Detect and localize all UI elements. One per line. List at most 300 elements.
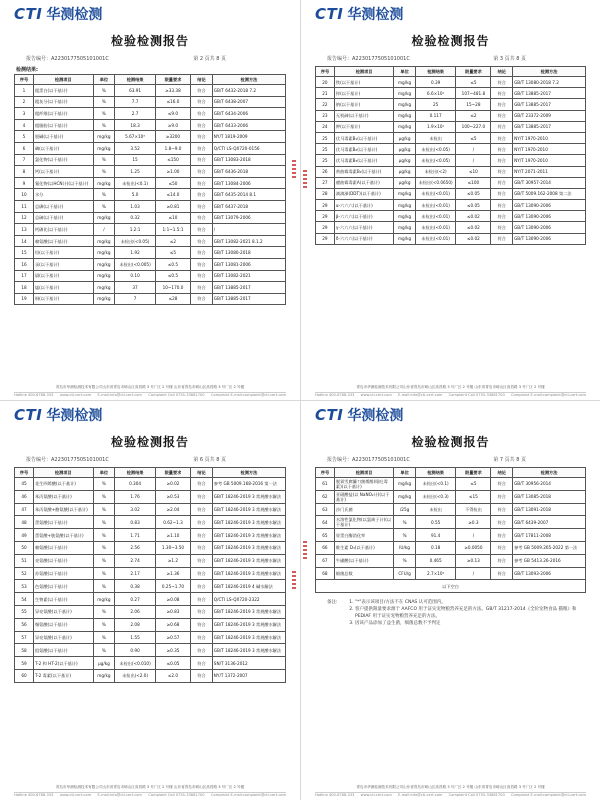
table-cell: ≥3200 <box>155 131 190 143</box>
table-cell: 钙磷比(以干基计) <box>33 224 93 236</box>
table-cell: 未检出(<0.3) <box>415 490 456 503</box>
table-cell: mg/kg <box>93 142 115 154</box>
table-row <box>15 282 286 294</box>
table-cell: GB/T 30957-2014 <box>513 177 586 188</box>
table-cell: 符合 <box>191 270 213 282</box>
table-cell: 符合 <box>491 132 513 143</box>
table-cell: ≤2.0 <box>155 669 190 682</box>
table-cell: 赭曲霉毒素A(以干基计) <box>334 177 393 188</box>
table-cell: μg/kg <box>394 132 416 143</box>
table-cell: 色氨酸(以干基计) <box>33 580 93 593</box>
table-cell: 未检出 <box>415 503 456 516</box>
table-cell: 符合 <box>491 99 513 110</box>
table-cell: 符合 <box>191 567 213 580</box>
table-cell: 苯丙氨酸+酪氨酸(以干基计) <box>33 503 93 516</box>
logo-brand: CTI <box>315 5 344 23</box>
table-cell: 符合 <box>491 121 513 132</box>
table-cell: 0.38 <box>115 580 156 593</box>
table-row <box>15 618 286 631</box>
table-cell: ≤0.02 <box>456 233 491 244</box>
table-cell: GB/T 13091-2018 <box>513 503 586 516</box>
table-cell: mg/kg <box>394 490 416 503</box>
table-row <box>15 154 286 166</box>
table-cell: 25 <box>316 155 335 166</box>
table-cell: 未检出(<0.05) <box>115 235 156 247</box>
table-row <box>15 119 286 131</box>
table-cell: 蛋氨酸+胱氨酸(以干基计) <box>33 529 93 542</box>
table-cell: % <box>93 605 115 618</box>
page-footer <box>14 785 286 798</box>
table-row <box>15 293 286 305</box>
table-cell: mg/kg <box>93 669 115 682</box>
table-cell: 未检出(<0.01) <box>415 211 456 222</box>
table-cell: GB/T 13885-2017 <box>513 88 586 99</box>
column-header: 单位 <box>394 468 416 478</box>
table-cell: % <box>93 490 115 503</box>
table-cell: 2.7×10³ <box>415 567 456 580</box>
table-cell: mg/kg <box>394 99 416 110</box>
table-cell: 符合 <box>191 529 213 542</box>
table-cell: 未检出(<0.05) <box>415 155 456 166</box>
column-header: 结论 <box>191 468 213 478</box>
table-cell: 63 <box>316 503 335 516</box>
footer-contact: Complaint E-mail:complaint@cti-cert.com <box>210 393 286 397</box>
column-header: 序号 <box>15 75 34 85</box>
table-cell: 水分 <box>33 189 93 201</box>
table-cell: 51 <box>15 554 34 567</box>
table-cell: 12 <box>15 212 34 224</box>
table-cell: 19 <box>15 293 34 305</box>
table-row <box>15 258 286 270</box>
table-cell: % <box>93 200 115 212</box>
table-row <box>15 189 286 201</box>
table-cell: 107~481.8 <box>456 88 491 99</box>
table-cell: 0.39 <box>415 77 456 88</box>
table-cell: % <box>93 85 115 97</box>
table-cell: 5.67×10³ <box>115 131 156 143</box>
table-cell: % <box>93 580 115 593</box>
table-cell: 符合 <box>491 110 513 121</box>
table-cell: / <box>93 224 115 236</box>
table-cell: 未检出(<0.1) <box>415 478 456 491</box>
table-cell: GB/T 13083-2018 <box>212 154 285 166</box>
table-cell: IU/kg <box>394 541 416 554</box>
table-cell: ≥0.68 <box>155 618 190 631</box>
table-cell: 水溶性氯化物(以氯离子计)(以干基计) <box>334 516 393 529</box>
table-cell: GB/T 13084-2006 <box>212 177 285 189</box>
table-cell: GB/T 13082-2021 8.1.2 <box>212 235 285 247</box>
table-cell: 58 <box>15 644 34 657</box>
table-cell: 68 <box>316 567 335 580</box>
table-cell: 粗蛋白(以干基计) <box>33 85 93 97</box>
page-title: 检验检测报告 <box>110 34 189 48</box>
report-meta <box>14 55 286 62</box>
table-cell: 10 <box>15 189 34 201</box>
table-cell: /25g <box>394 503 416 516</box>
table-cell: 符合 <box>491 88 513 99</box>
table-cell: % <box>93 96 115 108</box>
table-cell: 1:1~1.5:1 <box>155 224 190 236</box>
table-cell: % <box>93 108 115 120</box>
end-mark: 以下空白 <box>316 580 586 593</box>
table-cell: ≤28 <box>155 293 190 305</box>
table-row <box>15 669 286 682</box>
table-cell: 符合 <box>491 529 513 542</box>
table-cell: 细菌总数 <box>334 567 393 580</box>
table-cell: GB/T 13093-2006 <box>513 567 586 580</box>
table-cell: 黄曲霉毒素B₁(以干基计) <box>334 166 393 177</box>
table-cell: mg/kg <box>394 200 416 211</box>
page-title: 检验检测报告 <box>110 435 189 449</box>
table-cell: 18.3 <box>115 119 156 131</box>
table-cell: GB/T 18246-2019 3 常规酸水解法 <box>212 631 285 644</box>
table-cell: 符合 <box>191 669 213 682</box>
table-cell: ≤9.0 <box>155 108 190 120</box>
table-cell: ≤0.02 <box>456 211 491 222</box>
table-row <box>15 96 286 108</box>
table-cell: GB/T 13090-2006 <box>513 200 586 211</box>
footer-address: 青岛市华测检测技术有限公司山东省青岛市崂山区高昌路 3 号厂区 2 号楼 山东省青岛市崂山区高昌路 3 号厂区 2 号楼 <box>356 785 545 789</box>
table-cell: 铜(以干基计) <box>33 293 93 305</box>
table-cell: ≤0.5 <box>155 258 190 270</box>
footer-contact: Complaint Call 0755-33681700 <box>448 393 505 397</box>
table-cell: mg/kg <box>394 110 416 121</box>
table-cell: % <box>93 554 115 567</box>
table-cell: β-六六六(以干基计) <box>334 211 393 222</box>
table-cell: 牛磺酸(以干基计) <box>334 554 393 567</box>
table-cell: 未检出(<0.01) <box>415 233 456 244</box>
footer-contact: www.cti-cert.com <box>59 393 92 397</box>
table-cell: 24 <box>316 121 335 132</box>
report-number: 报告编号：A2230177505101001C <box>327 56 410 62</box>
table-cell: ≤0.05 <box>456 188 491 199</box>
table-cell: mg/kg <box>93 593 115 606</box>
table-cell: 0.465 <box>415 554 456 567</box>
table-cell: 26 <box>316 166 335 177</box>
table-cell: GB/T 18246-2019 4 碱水解法 <box>212 580 285 593</box>
table-cell: 符合 <box>191 142 213 154</box>
table-cell: 苯丙氨酸(以干基计) <box>33 490 93 503</box>
table-cell: 符合 <box>191 657 213 670</box>
table-row <box>15 200 286 212</box>
table-cell: GB/T 17811-2008 <box>513 529 586 542</box>
table-cell: ≥1.2 <box>155 554 190 567</box>
table-cell: T-2 毒素(以干基计) <box>33 669 93 682</box>
table-row <box>316 233 586 244</box>
table-cell: 20 <box>316 77 335 88</box>
column-header: 检测方法 <box>513 67 586 77</box>
column-header: 检测项目 <box>33 468 93 478</box>
table-cell: 蛋氨酸(以干基计) <box>33 516 93 529</box>
table-cell: mg/kg <box>93 293 115 305</box>
table-cell: ≥1.00 <box>155 166 190 178</box>
table-cell: mg/kg <box>394 222 416 233</box>
footer-contact: Hotline 400-6788-333 <box>315 793 355 797</box>
table-cell: GB/T 13079-2006 <box>212 212 285 224</box>
table-cell: 1.8~9.0 <box>155 142 190 154</box>
table-row <box>316 503 586 516</box>
table-row <box>316 88 586 99</box>
report-number: 报告编号：A2230177505101001C <box>26 56 109 62</box>
table-row <box>15 247 286 259</box>
table-cell: 缬氨酸(以干基计) <box>33 618 93 631</box>
table-cell: GB/T 13080-2018 7.2 <box>513 77 586 88</box>
table-cell: 符合 <box>191 258 213 270</box>
footer-contact: Hotline 400-6788-333 <box>14 393 54 397</box>
remarks-label: 备注: <box>327 600 338 606</box>
table-row <box>316 166 586 177</box>
table-cell: 钠(以干基计) <box>334 99 393 110</box>
table-cell: 2.06 <box>115 605 156 618</box>
table-row <box>15 177 286 189</box>
remarks-list <box>345 599 586 627</box>
footer-contact: E-mail:info@cti-cert.com <box>398 393 443 397</box>
table-cell: ≤15 <box>456 490 491 503</box>
table-cell: 粗纤维(以干基计) <box>33 108 93 120</box>
footer-contact: Complaint Call 0755-33681700 <box>448 793 505 797</box>
table-cell: 符合 <box>191 605 213 618</box>
column-header: 限量要求 <box>155 468 190 478</box>
table-cell: % <box>93 631 115 644</box>
table-cell: T-2 和 HT-2(以干基计) <box>33 657 93 670</box>
table-cell: GB/T 13090-2006 <box>513 222 586 233</box>
cti-logo <box>315 405 586 425</box>
table-cell: 27 <box>316 177 335 188</box>
table-row <box>316 541 586 554</box>
table-cell: ≤0.05 <box>456 200 491 211</box>
footer-contact: Hotline 400-6788-333 <box>14 793 54 797</box>
table-cell: ≤100 <box>456 177 491 188</box>
table-cell: 组氨酸(以干基计) <box>33 644 93 657</box>
column-header: 检测结果 <box>415 468 456 478</box>
table-cell: 18 <box>15 282 34 294</box>
section-heading: 检测结果: <box>16 67 38 73</box>
report-number: 报告编号：A2230177505101001C <box>26 457 109 463</box>
table-cell: 参考 GB 5009.265-2022 第一法 <box>513 541 586 554</box>
table-cell: GB/T 13885-2017 <box>212 282 285 294</box>
table-cell: % <box>93 644 115 657</box>
table-cell: 符合 <box>491 516 513 529</box>
column-header: 限量要求 <box>155 75 190 85</box>
table-cell: 15 <box>15 247 34 259</box>
footer-contact: Complaint E-mail:complaint@cti-cert.com <box>510 393 586 397</box>
table-cell: 符合 <box>191 200 213 212</box>
table-cell: 0.117 <box>415 110 456 121</box>
table-cell: mg/kg <box>93 282 115 294</box>
table-cell: GB/T 18246-2019 3 常规酸水解法 <box>212 605 285 618</box>
table-cell: 0.18 <box>415 541 456 554</box>
table-cell: μg/kg <box>394 144 416 155</box>
remark-item: 1. "*"表示该项目/方法不在 CNAS 认可范围内。 <box>355 599 586 606</box>
table-cell: 2.56 <box>115 541 156 554</box>
table-cell: 48 <box>15 516 34 529</box>
table-cell: ≥0.53 <box>155 490 190 503</box>
table-cell: 23 <box>316 110 335 121</box>
table-cell: 53 <box>15 580 34 593</box>
table-cell: 脱氧雪腐镰刀菌烯醇(呕吐毒素)(以干基计) <box>334 478 393 491</box>
logo-cn: 华测检测 <box>347 408 404 424</box>
report-page-3 <box>300 0 600 400</box>
table-cell: % <box>93 154 115 166</box>
table-row <box>316 567 586 580</box>
table-cell: 符合 <box>191 119 213 131</box>
column-header: 序号 <box>316 67 335 77</box>
table-cell: 符合 <box>491 166 513 177</box>
table-row <box>15 108 286 120</box>
table-cell: 胃蛋白酶消化率 <box>334 529 393 542</box>
table-cell: 符合 <box>191 189 213 201</box>
table-cell: 6.6×10¹ <box>415 88 456 99</box>
table-cell: 符合 <box>491 554 513 567</box>
table-cell: / <box>456 529 491 542</box>
footer-contacts <box>14 792 286 798</box>
cti-logo <box>315 4 586 24</box>
table-cell: GB/T 13885-2017 <box>513 99 586 110</box>
table-cell: 67 <box>316 554 335 567</box>
table-cell: GB/T 30956-2014 <box>513 478 586 491</box>
table-cell: 亮氨酸(以干基计) <box>33 554 93 567</box>
table-cell: 21 <box>316 88 335 99</box>
table-cell: 57 <box>15 631 34 644</box>
table-row <box>15 142 286 154</box>
table-cell: 汞(以干基计) <box>33 258 93 270</box>
table-row <box>15 166 286 178</box>
table-cell: 91.4 <box>415 529 456 542</box>
table-row <box>15 554 286 567</box>
table-cell: 锰(以干基计) <box>33 282 93 294</box>
table-header-row <box>15 468 286 478</box>
footer-contacts <box>14 392 286 398</box>
table-cell: δ-六六六(以干基计) <box>334 233 393 244</box>
table-cell: 符合 <box>191 212 213 224</box>
footer-contacts <box>315 792 586 798</box>
table-header-row <box>316 67 586 77</box>
table-row <box>15 212 286 224</box>
page-number: 第 3 页共 8 页 <box>493 56 526 62</box>
page-footer <box>14 385 286 398</box>
table-cell: ≤10 <box>155 212 190 224</box>
table-cell: GB/T 6434-2006 <box>212 108 285 120</box>
table-cell: 符合 <box>191 224 213 236</box>
seam-stamp <box>303 170 307 188</box>
table-cell: 沙门氏菌 <box>334 503 393 516</box>
table-cell: 未检出(<0.05) <box>415 144 456 155</box>
table-cell: 符合 <box>491 144 513 155</box>
table-cell: 符合 <box>491 155 513 166</box>
table-cell: 22 <box>316 99 335 110</box>
end-mark-row <box>316 580 586 593</box>
table-row <box>15 131 286 143</box>
table-cell: mg/kg <box>394 77 416 88</box>
table-cell: % <box>93 503 115 516</box>
table-row <box>15 529 286 542</box>
table-cell: 符合 <box>491 503 513 516</box>
table-cell: 粗灰分(以干基计) <box>33 96 93 108</box>
footer-contact: E-mail:info@cti-cert.com <box>97 393 142 397</box>
table-cell: 钙(以干基计) <box>33 166 93 178</box>
table-cell: ≤5 <box>155 247 190 259</box>
table-cell: 2.74 <box>115 554 156 567</box>
table-row <box>15 478 286 491</box>
table-cell: 胆碱(以干基计) <box>33 131 93 143</box>
table-cell: γ-六六六(以干基计) <box>334 222 393 233</box>
table-cell: 赖氨酸(以干基计) <box>33 235 93 247</box>
column-header: 单位 <box>93 75 115 85</box>
remarks <box>315 599 586 627</box>
table-cell: GB/T 18246-2019 3 常规酸水解法 <box>212 529 285 542</box>
table-row <box>15 270 286 282</box>
table-cell: mg/kg <box>93 235 115 247</box>
table-cell: ≤50 <box>155 177 190 189</box>
table-cell: ≤14.0 <box>155 189 190 201</box>
table-cell: mg/kg <box>394 233 416 244</box>
table-cell: 7.7 <box>115 96 156 108</box>
table-cell: 2.17 <box>115 567 156 580</box>
table-cell: 符合 <box>191 293 213 305</box>
table-cell: 符合 <box>491 77 513 88</box>
table-cell: mg/kg <box>93 212 115 224</box>
table-cell: GB/T 6433-2006 <box>212 119 285 131</box>
seam-stamp <box>303 541 307 559</box>
table-cell: 符合 <box>191 235 213 247</box>
page-footer <box>315 385 586 398</box>
table-cell: 符合 <box>491 233 513 244</box>
table-cell: 0.32 <box>115 212 156 224</box>
column-header: 检测结果 <box>415 67 456 77</box>
table-cell: 2.7 <box>115 108 156 120</box>
table-cell: 37 <box>115 282 156 294</box>
table-cell: 伏马毒素B₂(以干基计) <box>334 144 393 155</box>
table-row <box>316 132 586 143</box>
logo-brand: CTI <box>14 406 43 424</box>
table-cell: 未检出(<2) <box>415 166 456 177</box>
results-table <box>14 467 286 683</box>
column-header: 序号 <box>316 468 335 478</box>
table-cell: GB/T 13081-2006 <box>212 258 285 270</box>
seam-stamp <box>292 571 296 589</box>
table-cell: NY/T 1819-2009 <box>212 131 285 143</box>
table-cell: 异亮氨酸(以干基计) <box>33 631 93 644</box>
table-row <box>316 121 586 132</box>
table-cell: 维生素 D₃(以干基计) <box>334 541 393 554</box>
table-cell: 3 <box>15 108 34 120</box>
table-cell: ≤5 <box>456 478 491 491</box>
column-header: 结论 <box>491 67 513 77</box>
column-header: 单位 <box>394 67 416 77</box>
table-cell: 花生四烯酸(以干基计) <box>33 478 93 491</box>
table-cell: 29 <box>316 233 335 244</box>
table-row <box>15 631 286 644</box>
table-cell: 11 <box>15 200 34 212</box>
cti-logo <box>14 405 286 425</box>
table-cell: 符合 <box>191 154 213 166</box>
table-cell: 25 <box>316 144 335 155</box>
table-cell: 异亮氨酸(以干基计) <box>33 605 93 618</box>
table-cell: 0.55 <box>415 516 456 529</box>
table-cell: 0.304 <box>115 478 156 491</box>
table-cell: 0.62~1.3 <box>155 516 190 529</box>
table-header-row <box>316 468 586 478</box>
report-page-6 <box>0 400 300 800</box>
table-cell: 8 <box>15 166 34 178</box>
column-header: 结论 <box>191 75 213 85</box>
table-cell: 29 <box>316 211 335 222</box>
table-cell: 未检出(<2.0) <box>115 669 156 682</box>
table-cell: 6 <box>15 142 34 154</box>
table-cell: ≥0.35 <box>155 644 190 657</box>
table-cell: 符合 <box>491 200 513 211</box>
table-cell: 25 <box>415 99 456 110</box>
